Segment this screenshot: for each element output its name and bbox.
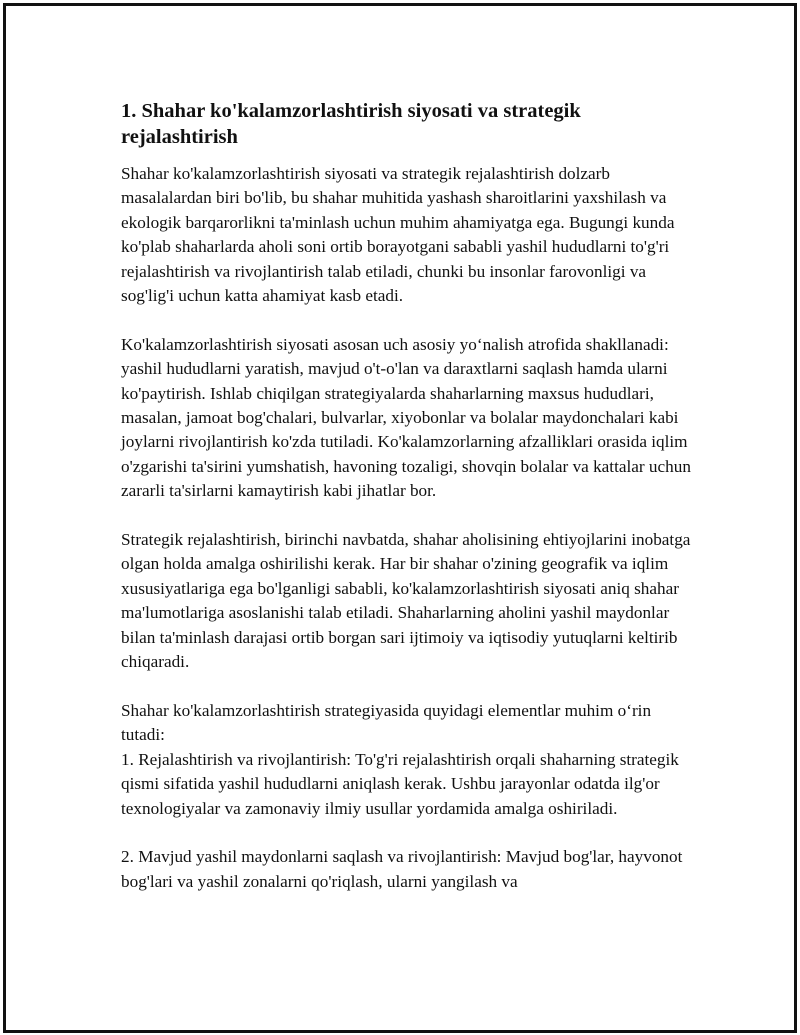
paragraph-policy-directions: Ko'kalamzorlashtirish siyosati asosan uch asosiy yo‘nalish atrofida shakllanadi: yashil hududlarni yaratish, mavjud o't-o'lan va daraxtlarni saqlash hamda ularni ko'paytirish. Ishlab chiqilgan strategiyalarda shaharlarning maxsus hududlari, masalan, jamoat bog'chalari, bulvarlar, xiyobonlar va bolalar maydonchalari kabi joylarni rivojlantirish ko'zda tutiladi. Ko'kalamzorlarning afzalliklari orasida iqlim o'zgarishi ta'sirini yumshatish, havoning tozaligi, shovqin bolalar va kattalar uchun zararli ta'sirlarni kamaytirish kabi jihatlar bor. (121, 334, 691, 501)
paragraph-strategic-planning: Strategik rejalashtirish, birinchi navbatda, shahar aholisining ehtiyojlarini inobatga olgan holda amalga oshirilishi kerak. Har bir shahar o'zining geografik va iqlim xususiyatlariga ega bo'lganligi sababli, ko'kalamzorlashtirish siyosati aniq shahar ma'lumotlariga asoslanishi talab etiladi. Shaharlarning aholini yashil maydonlar bilan ta'minlash darajasi ortib borgan sari ijtimoiy va iqtisodiy yutuqlarni keltirib chiqaradi. (121, 530, 691, 672)
list-item-planning: 1. Rejalashtirish va rivojlantirish: To'g'ri rejalashtirish orqali shaharning strategik qismi sifatida yashil hududlarni aniqlash kerak. Ushbu jarayonlar odatda ilg'or texnologiyalar va zamonaviy ilmiy usullar yordamida amalga oshiriladi. (121, 749, 679, 818)
section-heading: 1. Shahar ko'kalamzorlashtirish siyosati va strategik rejalashtirish (121, 100, 581, 148)
paragraph-intro: Shahar ko'kalamzorlashtirish siyosati va strategik rejalashtirish dolzarb masalalardan biri bo'lib, bu shahar muhitida yashash sharoitlarini yaxshilash va ekologik barqarorlikni ta'minlash uchun muhim ahamiyatga ega. Bugungi kunda ko'plab shaharlarda aholi soni ortib borayotgani sababli yashil hududlarni to'g'ri rejalashtirish va rivojlantirish talab etiladi, chunki bu insonlar farovonligi va sog'lig'i uchun katta ahamiyat kasb etadi. (121, 164, 675, 306)
page-frame (3, 3, 797, 1033)
document-body (121, 98, 696, 919)
list-item-preservation: 2. Mavjud yashil maydonlarni saqlash va rivojlantirish: Mavjud bog'lar, hayvonot bog'lari va yashil zonalarni qo'riqlash, ularni yangilash va (121, 847, 683, 891)
paragraph-elements-intro: Shahar ko'kalamzorlashtirish strategiyasida quyidagi elementlar muhim o‘rin tutadi: (121, 700, 652, 745)
